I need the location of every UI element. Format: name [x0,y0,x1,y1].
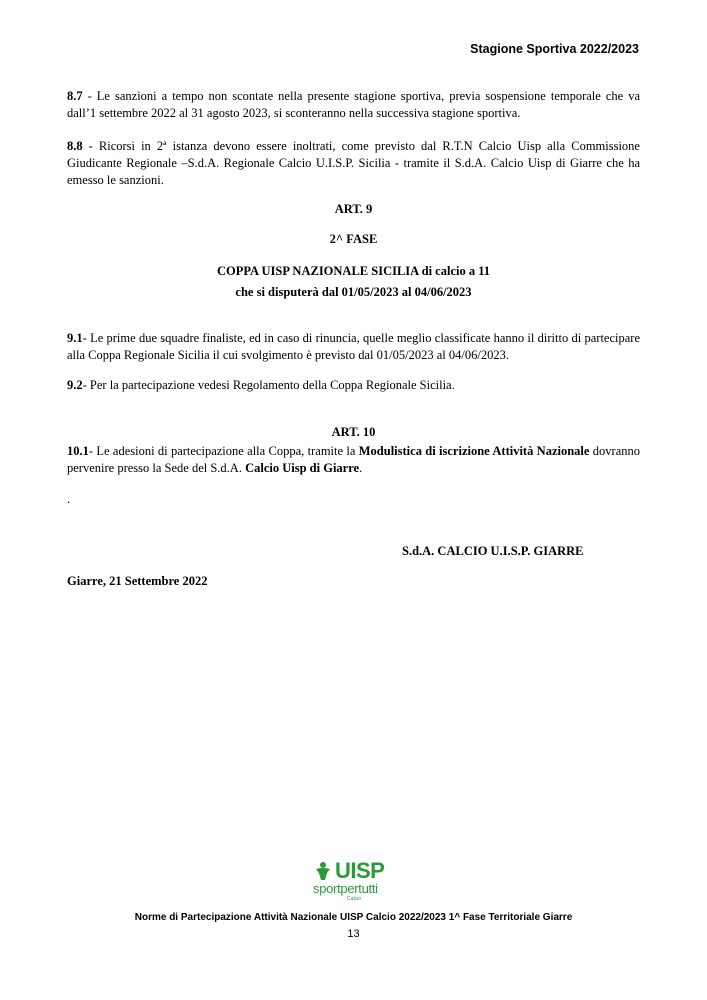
uisp-figure-icon [313,861,333,881]
footer-text: Norme di Partecipazione Attività Nazionale UISP Calcio 2022/2023 1^ Fase Territoriale Giarre [134,912,573,923]
paragraph-8-7 [67,88,640,122]
logo-word: UISP [335,858,385,883]
art-10-title: ART. 10 [331,425,376,439]
paragraph-text: - Le sanzioni a tempo non scontate nella presente stagione sportiva, previa sospensione temporale che va dall’1 settembre 2022 al 31 agosto 2023, si sconteranno nella successiva stagione sportiva. [67,89,640,120]
logo-small-label: Calcio [347,896,361,902]
paragraph-text: - Per la partecipazione vedesi Regolamento della Coppa Regionale Sicilia. [82,378,455,392]
stray-dot: . [67,492,71,506]
bold-text: Calcio Uisp di Giarre [245,461,360,475]
paragraph-text: . [359,461,363,475]
paragraph-number: 9.1 [67,331,83,345]
document-date: Giarre, 21 Settembre 2022 [67,574,208,588]
paragraph-text: - Le prime due squadre finaliste, ed in caso di rinuncia, quelle meglio classificate hanno il diritto di partecipare alla Coppa Regionale Sicilia il cui svolgimento è previsto dal 01/05/2023 al 04/06/2023. [67,331,640,362]
paragraph-text: - Ricorsi in 2ª istanza devono essere inoltrati, come previsto dal R.T.N Calcio Uisp alla Commissione Giudicante Regionale –S.d.A. Regionale Calcio U.I.S.P. Sicilia - tramite il S.d.A. Calcio Uisp di Giarre che ha emesso le sanzioni. [67,139,640,187]
paragraph-number: 8.8 [67,139,83,153]
signature: S.d.A. CALCIO U.I.S.P. GIARRE [402,544,584,558]
paragraph-number: 9.2 [67,378,83,392]
paragraph-9-1 [67,330,640,364]
paragraph-number: 8.7 [67,89,83,103]
paragraph-text: - Le adesioni di partecipazione alla Coppa, tramite la [88,444,359,458]
fase-title: 2^ FASE [329,232,378,246]
paragraph-10-1 [67,443,640,477]
art-9-title: ART. 9 [334,202,373,216]
coppa-title: COPPA UISP NAZIONALE SICILIA di calcio a 11 [216,264,491,278]
bold-text: Modulistica di iscrizione Attività Nazionale [358,444,590,458]
uisp-logo [313,858,395,902]
paragraph-text: dovranno pervenire presso la Sede del S.d.A. [67,444,641,475]
season-header: Stagione Sportiva 2022/2023 [470,42,639,56]
paragraph-9-2 [67,377,640,394]
paragraph-number: 10.1 [67,444,89,458]
page-number: 13 [347,928,360,940]
coppa-dates: che si disputerà dal 01/05/2023 al 04/06/2023 [235,285,472,299]
paragraph-8-8 [67,138,640,189]
logo-subtitle: sportpertutti [313,881,378,896]
